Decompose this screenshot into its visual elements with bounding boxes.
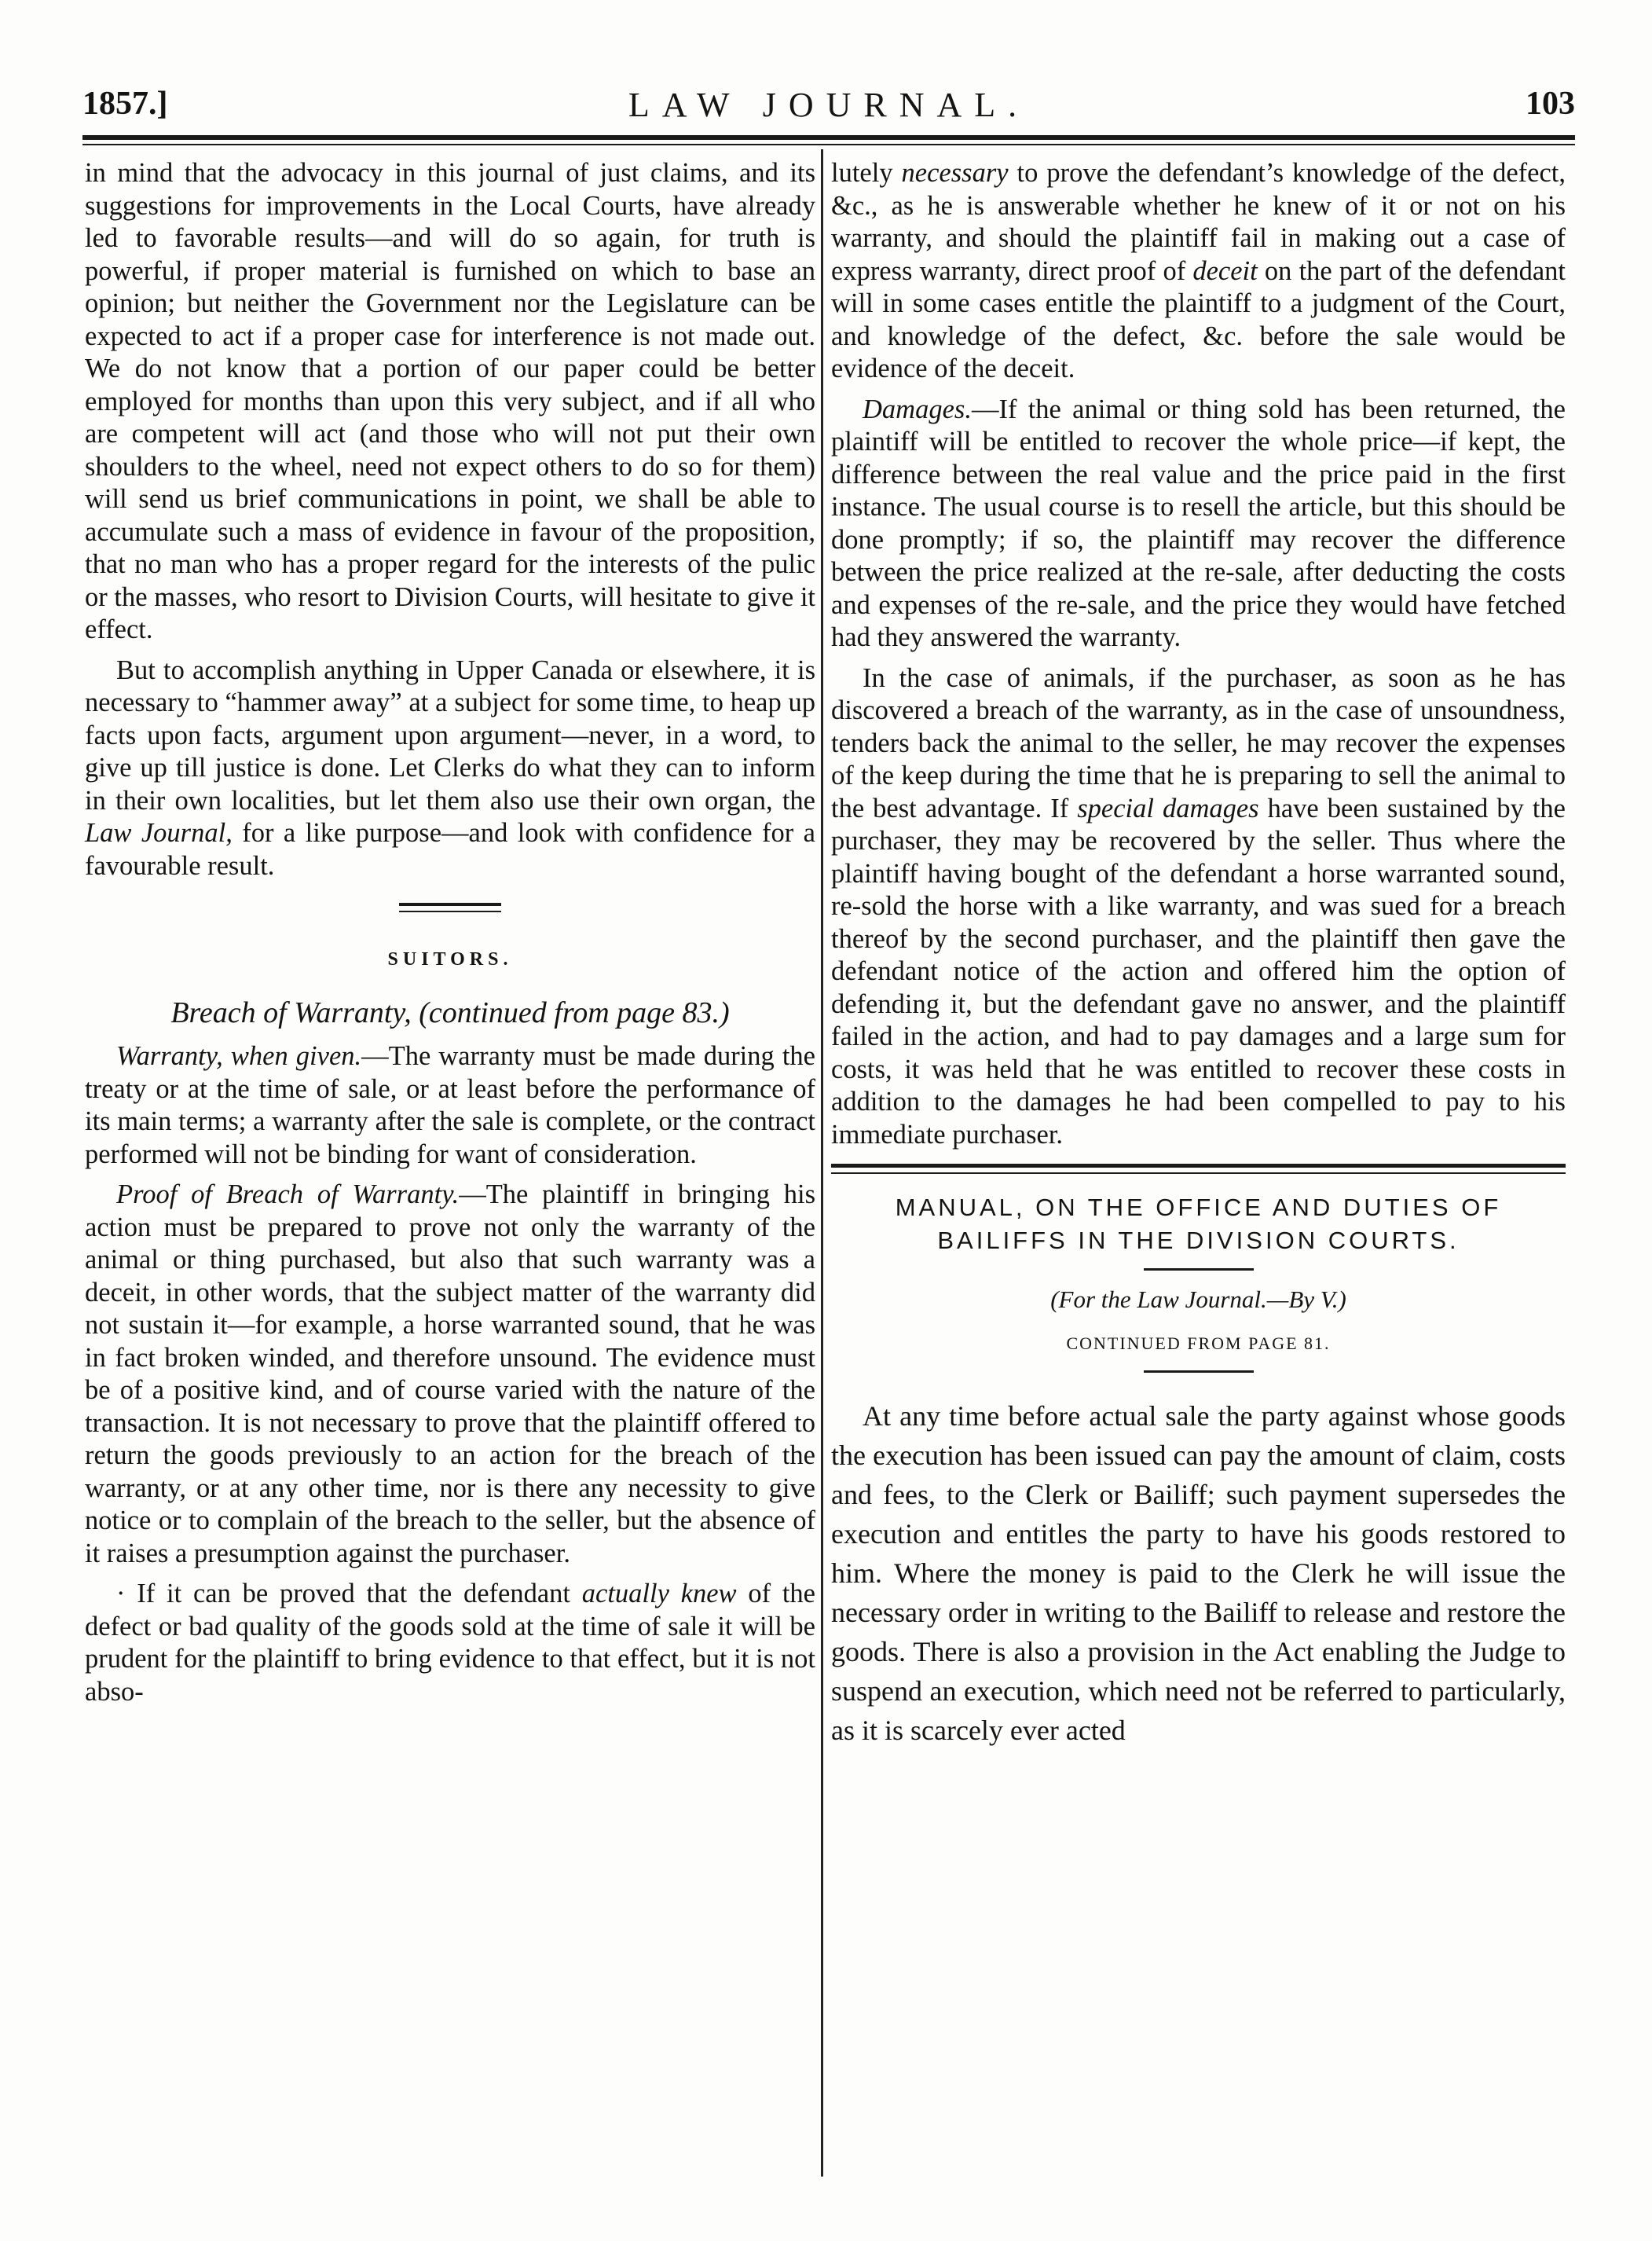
right-paragraph-1: lutely necessary to prove the defendant’s knowledge of the defect, &c., as he is answerable whether he knew of it or not on his warranty, and should the plaintiff fail in making out a case of express warranty, direct proof of deceit on the part of the defendant will in some cases entitle the plaintiff to a judgment of the Court, and knowledge of the defect, &c. before the sale would be evidence of the deceit. <box>831 158 1566 383</box>
animals-paragraph: In the case of animals, if the purchaser, as soon as he has discovered a breach of the warranty, as in the case of unsoundness, tenders back the animal to the seller, he may recover the expenses of the keep during the time that he is preparing to sell the animal to the best advantage. If special damages have been sustained by the purchaser, they may be recovered by the seller. Thus where the plaintiff having bought of the defendant a horse warranted sound, re-sold the horse with a like warranty, and was sued for a breach thereof by the second purchaser, and the plaintiff then gave the defendant notice of the action and offered him the option of defending it, but the defendant gave no answer, and the plaintiff failed in the action, and had to pay damages and a large sum for costs, it was held that he was entitled to recover these costs in addition to the damages he had been compelled to pay to his immediate purchaser. <box>831 662 1566 1150</box>
manual-byline-rule <box>1144 1370 1254 1373</box>
header-rule-thin <box>82 144 1575 145</box>
left-column <box>85 157 815 1708</box>
proof-of-breach-paragraph: Proof of Breach of Warranty.—The plaintiff in bringing his action must be prepared to prove not only the warranty of the animal or thing purchased, but also that such warranty was a deceit, in other words, that the subject matter of the warranty did not sustain it—for example, a horse warranted sound, that he was in fact broken winded, and therefore unsound. The evidence must be of a positive kind, and of course varied with the nature of the transaction. It is not necessary to prove that the plaintiff offered to return the goods previously to an action for the breach of the warranty, or at any other time, nor is there any necessity to give notice or to complain of the breach to the seller, but the absence of it raises a presumption against the purchaser. <box>85 1179 815 1568</box>
manual-rule-bottom <box>831 1172 1566 1174</box>
manual-title-rule <box>1144 1268 1254 1271</box>
header-rule-thick <box>82 135 1575 140</box>
section-heading-suitors: SUITORS. <box>387 949 513 970</box>
section-rule-thin <box>399 911 501 912</box>
manual-rule-top <box>831 1164 1566 1168</box>
section-rule <box>399 903 501 906</box>
journal-title: LAW JOURNAL. <box>628 86 1030 124</box>
warranty-when-given-paragraph: Warranty, when given.—The warranty must be made during the treaty or at the time of sale, or at least before the performance of its main terms; a warranty after the sale is complete, or the contract performed will not be binding for want of consideration. <box>85 1041 815 1169</box>
manual-title: MANUAL, ON THE OFFICE AND DUTIES OF BAILIFFS IN THE DIVISION COURTS. <box>895 1194 1502 1254</box>
left-paragraph-2: But to accomplish anything in Upper Canada or elsewhere, it is necessary to “hammer away” at a subject for some time, to heap up facts upon facts, argument upon argument—never, in a word, to give up till justice is done. Let Clerks do what they can to inform in their own localities, but let them also use their own organ, the Law Journal, for a like purpose—and look with confidence for a favourable result. <box>85 655 815 881</box>
actually-knew-paragraph: · If it can be proved that the defendant actually knew of the defect or bad quality of the goods sold at the time of sale it will be prudent for the plaintiff to bring evidence to that effect, but it is not abso- <box>85 1579 815 1707</box>
right-column <box>831 157 1566 1750</box>
left-paragraph-1: in mind that the advocacy in this journal of just claims, and its suggestions for improvements in the Local Courts, have already led to favorable results—and will do so again, for truth is powerful, if proper material is furnished on which to base an opinion; but neither the Government nor the Legislature can be expected to act if a proper case for interference is not made out. We do not know that a portion of our paper could be better employed for months than upon this very subject, and if all who are competent will act (and those who will not put their own shoulders to the wheel, need not expect others to do so for them) will send us brief communications in point, we shall be able to accumulate such a mass of evidence in favour of the proposition, that no man who has a proper regard for the interests of the pulic or the masses, who resort to Division Courts, will hesitate to give it effect. <box>85 158 815 644</box>
page-number: 103 <box>1526 86 1575 122</box>
page-header <box>82 85 1575 132</box>
damages-paragraph: Damages.—If the animal or thing sold has been returned, the plaintiff will be entitled to recover the whole price—if kept, the difference between the real value and the price paid in the first instance. The usual course is to resell the article, but this should be done promptly; if so, the plaintiff may recover the difference between the price realized at the re-sale, after deducting the costs and expenses of the re-sale, and the price they would have fetched had they answered the warranty. <box>831 394 1566 652</box>
column-divider <box>821 149 823 2177</box>
manual-byline: (For the Law Journal.—By V.) <box>1050 1286 1346 1313</box>
subheading-breach-of-warranty: Breach of Warranty, (continued from page 83.) <box>170 996 730 1029</box>
manual-body-paragraph: At any time before actual sale the party against whose goods the execution has been issued can pay the amount of claim, costs and fees, to the Clerk or Bailiff; such payment supersedes the execution and entitles the party to have his goods restored to him. Where the money is paid to the Clerk he will issue the necessary order in writing to the Bailiff to release and restore the goods. There is also a provision in the Act enabling the Judge to suspend an execution, which need not be referred to particularly, as it is scarcely ever acted <box>831 1400 1566 1746</box>
manual-continued: CONTINUED FROM PAGE 81. <box>1066 1333 1331 1353</box>
header-year: 1857.] <box>82 86 168 122</box>
